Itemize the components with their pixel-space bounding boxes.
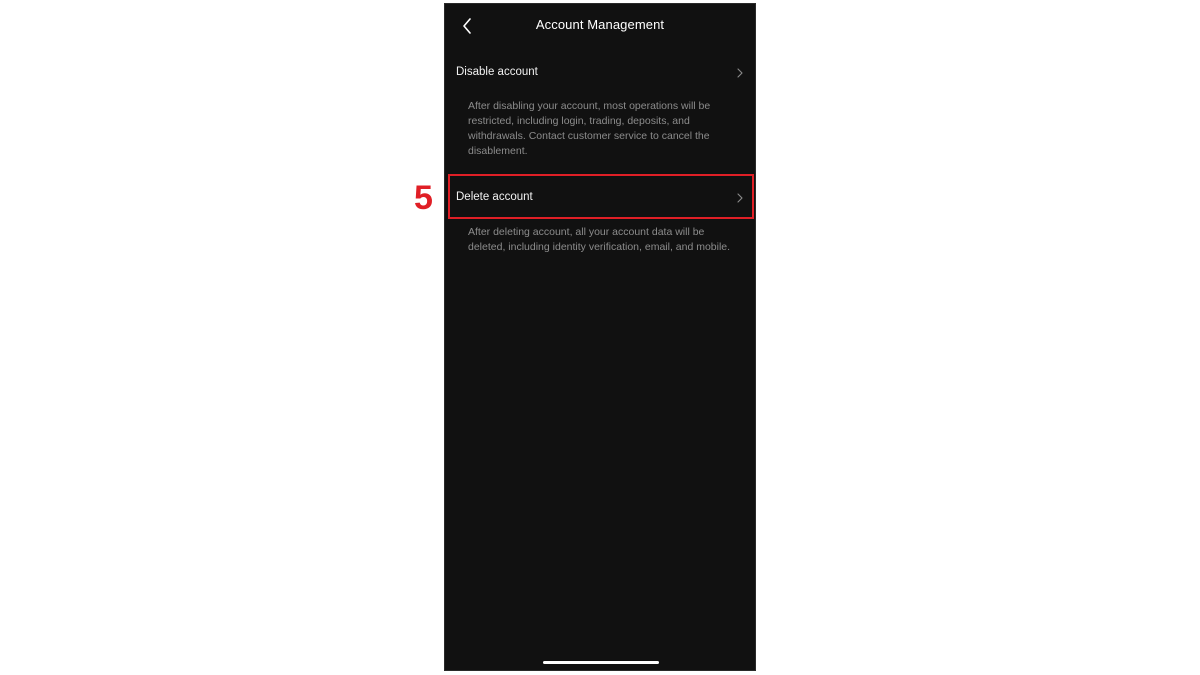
nav-bar: [445, 4, 755, 48]
delete-account-row[interactable]: [445, 181, 755, 215]
disable-account-label: Disable account: [456, 66, 538, 78]
home-indicator: [543, 661, 659, 664]
disable-account-row[interactable]: [445, 56, 755, 90]
delete-account-label: Delete account: [456, 191, 533, 203]
page-title: Account Management: [535, 17, 665, 32]
delete-account-description: After deleting account, all your account data will be deleted, including identity verification, email, and mobile.: [468, 226, 731, 253]
disable-account-description: After disabling your account, most operations will be restricted, including login, trading, deposits, and withdrawals. Contact customer service to cancel the disablement.: [468, 100, 711, 157]
chevron-right-icon: [735, 67, 745, 79]
chevron-right-icon: [735, 192, 745, 204]
annotation-step-number: 5: [414, 179, 433, 217]
phone-screen: [444, 3, 756, 671]
